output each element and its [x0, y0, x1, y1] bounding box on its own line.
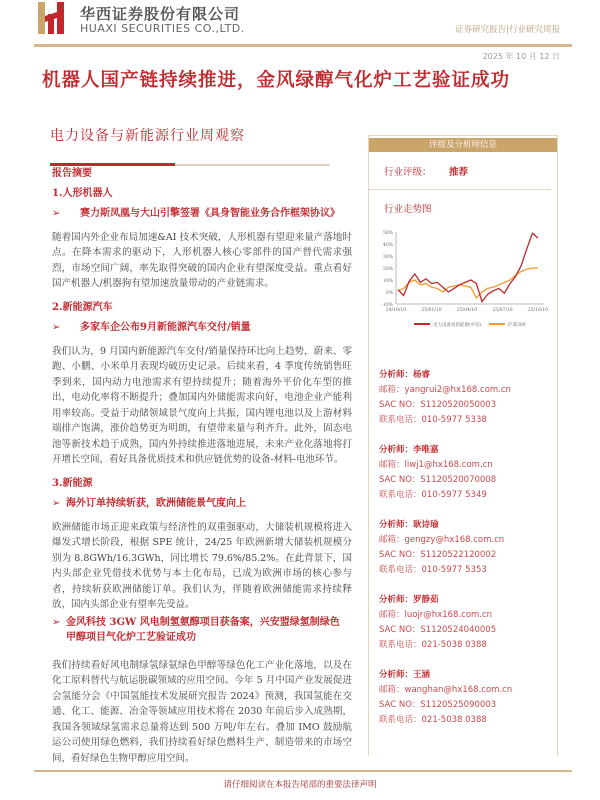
- bullet-text: 海外订单持续斩获，欧洲储能景气度向上: [66, 498, 246, 509]
- analyst-card: [379, 593, 496, 653]
- analyst-email[interactable]: 邮箱：yangrui2@hx168.com.cn: [379, 385, 511, 395]
- section-bullet: [52, 496, 352, 512]
- y-tick-label: 40%: [382, 243, 393, 248]
- company-name-cn: 华西证券股份有限公司: [80, 5, 241, 23]
- section-paragraph: 随着国内外企业布局加速&AI 技术突破，人形机器有望迎来量产落地时点。在降本需求的驱动下，人形机器人核心零部件的国产替代需求强烈，市场空间广阔，率先取得突破的国内企业有望深度受益。重点看好国产机器人/机器狗有望加速放量带动的产业链需求。: [52, 231, 352, 289]
- analyst-name: 分析师：耿诗瑜: [379, 520, 439, 530]
- x-tick-label: 24/10/10: [385, 308, 407, 313]
- report-subtitle: 电力设备与新能源行业周观察: [50, 128, 245, 144]
- section-paragraph: 我们认为，9 月国内新能源汽车交付/销量保持环比向上趋势，蔚来、零跑、小鹏、小米单月表现均破历史记录。后续来看，4 季度传统销售旺季到来，国内动力电池需求有望持续提升；随着海外平价化车型的推出，电动化率将不断提升；叠加国内外储能需求向好，电池企业产能利用率较高。受益于动储领域景气度向上共振，国内锂电池以及上游材料端排产饱满，涨价趋势更为明朗，有望带来量与利齐升。此外，固态电池等新技术趋于成熟，国内外持续推进落地进展，未来产业化落地将打开增长空间，看好具备优质技术和供应链优势的设备-材料-电池环节。: [52, 345, 352, 465]
- section-bullet: [52, 206, 352, 222]
- report-date: 2025 年 10 月 12 日: [482, 52, 560, 61]
- analyst-sac-number: SAC NO：S1120520070008: [379, 475, 497, 485]
- x-tick-label: 25/10/10: [527, 308, 549, 313]
- analyst-phone: 联系电话：010-5977 5349: [379, 490, 487, 500]
- report-type: 证券研究报告|行业研究周报: [455, 25, 560, 35]
- analyst-phone: 联系电话：010-5977 5353: [379, 565, 487, 575]
- analyst-sac-number: SAC NO：S1120522120002: [379, 550, 497, 560]
- y-tick-label: 30%: [382, 255, 393, 260]
- arrow-bullet-icon: ➢: [52, 498, 61, 509]
- footer-disclaimer: 请仔细阅读在本报告尾部的重要法律声明: [223, 780, 377, 790]
- analyst-sac-number: SAC NO：S1120525090003: [379, 700, 497, 710]
- x-tick-label: 25/01/10: [421, 308, 442, 313]
- section-bullet: [52, 320, 352, 336]
- summary-column: [52, 166, 352, 774]
- analyst-email[interactable]: 邮箱：luojr@hx168.com.cn: [379, 610, 493, 620]
- footer-divider: [34, 770, 572, 772]
- industry-trend-chart: [374, 224, 554, 334]
- legend-label: 沪深300: [508, 323, 526, 328]
- analyst-card: [379, 668, 512, 728]
- arrow-bullet-icon: ➢: [52, 322, 61, 333]
- y-tick-label: 20%: [382, 267, 393, 272]
- analyst-phone: 联系电话：021-5038 0388: [379, 640, 487, 650]
- rating-label: 行业评级：: [384, 167, 432, 178]
- bullet-text: 赛力斯凤凰与大山引擎签署《具身智能业务合作框架协议》: [80, 208, 340, 219]
- bullet-text: 金风科技 3GW 风电制氢氨醇项目获备案，兴安盟绿氢制绿色甲醇项目气化炉工艺验证成功: [66, 616, 340, 643]
- arrow-bullet-icon: ➢: [52, 616, 61, 628]
- analyst-email[interactable]: 邮箱：wanghan@hx168.com.cn: [379, 685, 513, 695]
- analyst-sac-number: SAC NO：S1120524040005: [379, 625, 497, 635]
- section-paragraph: 我们持续看好风电制绿氢绿氨绿色甲醇等绿色化工产业化落地，以及在化工原料替代与航运脱碳领域的应用空间。今年 5 月中国产业发展促进会氢能分会《中国氢能技术发展研究报告 2024》预测，我国氢能在交通、化工、能源、冶金等领域应用技术将在 2030 年前后步入成熟期，我国各领域绿氢需求总量将达到 500 万吨/年左右。叠加 IMO 鼓励航运公司使用绿色燃料，我们持续看好绿色燃料生产、制造带来的市场空间，看好绿色生物甲醇应用空间。: [52, 659, 352, 764]
- panel-divider: [369, 189, 551, 190]
- section-heading: 3.新能源: [52, 477, 93, 489]
- report-title: 机器人国产链持续推进，金风绿醇气化炉工艺验证成功: [42, 70, 511, 91]
- header-divider: [34, 44, 572, 47]
- y-tick-label: -10%: [381, 303, 393, 308]
- huaxi-logo-icon: [38, 2, 64, 34]
- analyst-sac-number: SAC NO：S1120520050003: [379, 400, 497, 410]
- summary-heading: 报告摘要: [52, 168, 92, 179]
- analyst-email[interactable]: 邮箱：liwj1@hx168.com.cn: [379, 460, 493, 470]
- legend-label: 电力设备及新能源(中信): [433, 323, 482, 328]
- company-name-en: HUAXI SECURITIES CO.,LTD.: [80, 22, 245, 35]
- bullet-text: 多家车企公布9月新能源汽车交付/销量: [80, 322, 251, 333]
- analyst-phone: 联系电话：021-5038 0388: [379, 715, 487, 725]
- section-heading: 1.人形机器人: [52, 187, 113, 199]
- analyst-card: [379, 443, 496, 503]
- analyst-name: 分析师：杨睿: [379, 370, 431, 380]
- section-paragraph: 欧洲储能市场正迎来政策与经济性的双重强驱动，大储装机规模将进入爆发式增长阶段，根据 SPE 统计，24/25 年欧洲新增大储装机规模分别为 8.8GWh/16.3GWh，同比增长 79.6%/85.2%。在此背景下，国内头部企业凭借技术优势与本土化布局，已成为欧洲市场的核心参与者，持续斩获欧洲储能订单。我们认为，伴随着欧洲储能需求持续释放，国内头部企业有望率先受益。: [52, 521, 352, 610]
- y-tick-label: 10%: [382, 279, 393, 284]
- analyst-card: [379, 368, 511, 428]
- analyst-card: [379, 518, 504, 578]
- analyst-name: 分析师：王涵: [379, 670, 431, 680]
- series-line-0: [398, 233, 538, 301]
- section-heading: 2.新能源汽车: [52, 301, 113, 313]
- x-tick-label: 25/04/10: [456, 308, 478, 313]
- panel-heading: 评级及分析师信息: [369, 138, 557, 152]
- rating-analyst-panel: [368, 135, 558, 756]
- rating-value: 推荐: [449, 167, 469, 178]
- trend-chart-title: 行业走势图: [384, 204, 432, 215]
- analyst-name: 分析师：罗静茹: [379, 595, 439, 605]
- analyst-name: 分析师：李唯嘉: [379, 445, 439, 455]
- x-tick-label: 25/07/10: [492, 308, 513, 313]
- y-tick-label: 50%: [382, 231, 393, 236]
- analyst-phone: 联系电话：010-5977 5338: [379, 415, 487, 425]
- section-bullet: [52, 615, 352, 646]
- analyst-email[interactable]: 邮箱：gengzy@hx168.com.cn: [379, 535, 505, 545]
- y-tick-label: 0%: [385, 291, 393, 296]
- arrow-bullet-icon: ➢: [52, 208, 61, 219]
